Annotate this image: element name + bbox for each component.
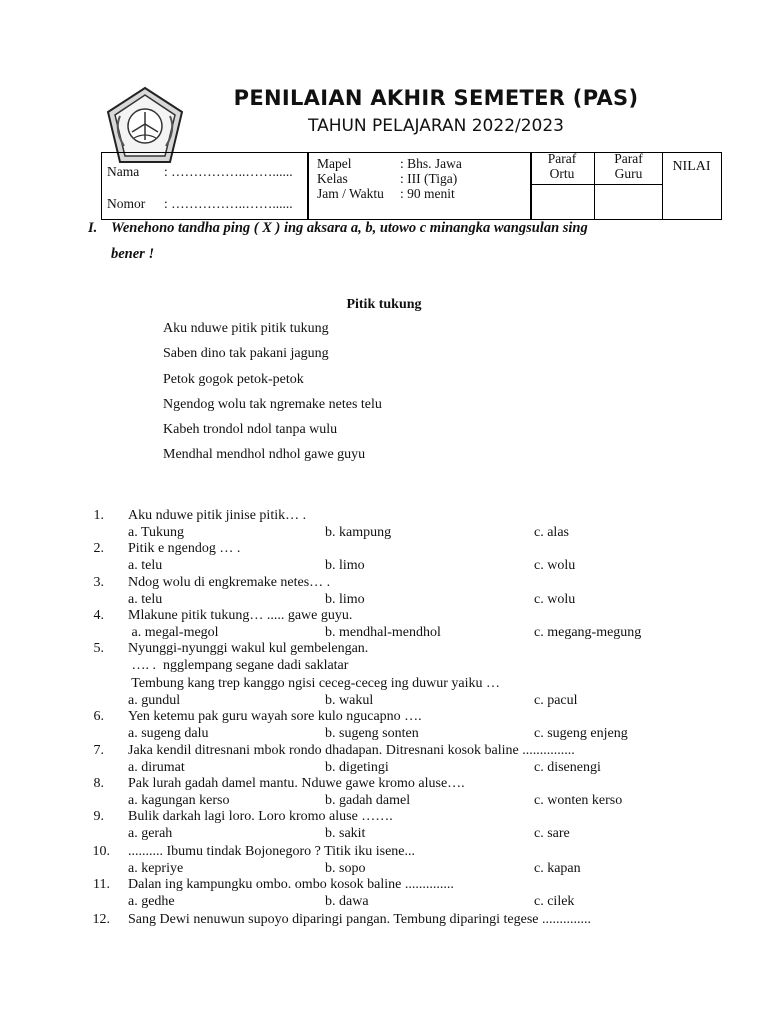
nama-label: Nama	[107, 164, 140, 179]
option-a[interactable]: a. gundul	[128, 693, 181, 708]
question-number: 4.	[93, 608, 104, 623]
paraf-ortu-label: Paraf Ortu	[547, 151, 577, 181]
question-text: .......... Ibumu tindak Bojonegoro ? Titik iku isene...	[128, 844, 415, 859]
option-c[interactable]: c. wonten kerso	[534, 793, 623, 808]
question-text-extra: …. . ngglempang segane dadi saklatar	[128, 658, 349, 673]
option-b[interactable]: b. mendhal-mendhol	[325, 625, 441, 640]
option-a[interactable]: a. megal-megol	[128, 625, 219, 640]
question-number: 12.	[92, 912, 110, 927]
option-a[interactable]: a. dirumat	[128, 760, 185, 775]
page-title: PENILAIAN AKHIR SEMETER (PAS)	[233, 86, 639, 110]
option-a[interactable]: a. gerah	[128, 826, 173, 841]
question-text: Nyunggi-nyunggi wakul kul gembelengan.	[128, 641, 369, 656]
option-c[interactable]: c. pacul	[534, 693, 578, 708]
poem-line: Aku nduwe pitik pitik tukung	[163, 321, 329, 336]
nomor-field[interactable]: : ……………..……......	[164, 196, 293, 211]
question-text: Mlakune pitik tukung… ..... gawe guyu.	[128, 608, 353, 623]
question-number: 10.	[92, 844, 110, 859]
option-c[interactable]: c. disenengi	[534, 760, 601, 775]
option-a[interactable]: a. kepriye	[128, 861, 184, 876]
question-text: Ndog wolu di engkremake netes… .	[128, 575, 331, 590]
option-a[interactable]: a. Tukung	[128, 525, 185, 540]
question-number: 9.	[93, 809, 104, 824]
question-number: 11.	[93, 877, 110, 892]
option-c[interactable]: c. sare	[534, 826, 570, 841]
instruction-line-1: Wenehono tandha ping ( X ) ing aksara a, b, utowo c minangka wangsulan sing	[111, 220, 588, 236]
nomor-label: Nomor	[107, 196, 146, 211]
poem-line: Kabeh trondol ndol tanpa wulu	[163, 422, 338, 437]
option-a[interactable]: a. kagungan kerso	[128, 793, 230, 808]
table-divider	[530, 184, 662, 185]
question-number: 3.	[93, 575, 104, 590]
question-number: 1.	[93, 508, 104, 523]
question-text: Aku nduwe pitik jinise pitik… .	[128, 508, 307, 523]
mapel-value: : Bhs. Jawa	[400, 156, 462, 171]
question-text: Pak lurah gadah damel mantu. Nduwe gawe kromo aluse….	[128, 776, 465, 791]
question-text: Sang Dewi nenuwun supoyo diparingi pangan. Tembung diparingi tegese ..............	[128, 912, 592, 927]
jam-value: : 90 menit	[400, 186, 455, 201]
nama-field[interactable]: : ……………..……......	[164, 164, 293, 179]
poem-line: Saben dino tak pakani jagung	[163, 346, 329, 361]
option-b[interactable]: b. sopo	[325, 861, 366, 876]
option-b[interactable]: b. gadah damel	[325, 793, 411, 808]
option-c[interactable]: c. cilek	[534, 894, 575, 909]
option-a[interactable]: a. sugeng dalu	[128, 726, 209, 741]
option-b[interactable]: b. sugeng sonten	[325, 726, 419, 741]
question-text: Bulik darkah lagi loro. Loro kromo aluse …….	[128, 809, 393, 824]
instruction-line-2: bener !	[111, 246, 155, 262]
question-number: 8.	[93, 776, 104, 791]
option-b[interactable]: b. limo	[325, 592, 365, 607]
question-number: 5.	[93, 641, 104, 656]
question-text: Jaka kendil ditresnani mbok rondo dhadapan. Ditresnani kosok baline ...............	[128, 743, 575, 758]
section-number: I.	[88, 220, 98, 236]
question-number: 7.	[93, 743, 104, 758]
option-c[interactable]: c. wolu	[534, 558, 576, 573]
option-a[interactable]: a. telu	[128, 592, 163, 607]
paraf-guru-label: Paraf Guru	[614, 151, 643, 181]
nilai-label: NILAI	[672, 159, 711, 174]
option-c[interactable]: c. kapan	[534, 861, 581, 876]
poem-line: Mendhal mendhol ndhol gawe guyu	[163, 447, 366, 462]
jam-label: Jam / Waktu	[317, 186, 384, 201]
kelas-value: : III (Tiga)	[400, 171, 458, 186]
option-c[interactable]: c. megang-megung	[534, 625, 642, 640]
page-subtitle: TAHUN PELAJARAN 2022/2023	[308, 116, 564, 136]
option-a[interactable]: a. gedhe	[128, 894, 175, 909]
option-b[interactable]: b. dawa	[325, 894, 369, 909]
question-number: 2.	[93, 541, 104, 556]
question-text-extra: Tembung kang trep kanggo ngisi ceceg-ceceg ing duwur yaiku …	[128, 676, 500, 691]
question-text: Pitik e ngendog … .	[128, 541, 241, 556]
option-c[interactable]: c. alas	[534, 525, 569, 540]
poem-line: Petok gogok petok-petok	[163, 372, 304, 387]
option-c[interactable]: c. sugeng enjeng	[534, 726, 628, 741]
question-text: Dalan ing kampungku ombo. ombo kosok baline ..............	[128, 877, 454, 892]
poem-title: Pitik tukung	[346, 297, 422, 312]
option-b[interactable]: b. wakul	[325, 693, 374, 708]
poem-line: Ngendog wolu tak ngremake netes telu	[163, 397, 382, 412]
option-c[interactable]: c. wolu	[534, 592, 576, 607]
mapel-label: Mapel	[317, 156, 352, 171]
option-b[interactable]: b. digetingi	[325, 760, 389, 775]
option-b[interactable]: b. kampung	[325, 525, 392, 540]
question-number: 6.	[93, 709, 104, 724]
option-a[interactable]: a. telu	[128, 558, 163, 573]
option-b[interactable]: b. sakit	[325, 826, 366, 841]
option-b[interactable]: b. limo	[325, 558, 365, 573]
kelas-label: Kelas	[317, 171, 348, 186]
question-text: Yen ketemu pak guru wayah sore kulo ngucapno ….	[128, 709, 422, 724]
